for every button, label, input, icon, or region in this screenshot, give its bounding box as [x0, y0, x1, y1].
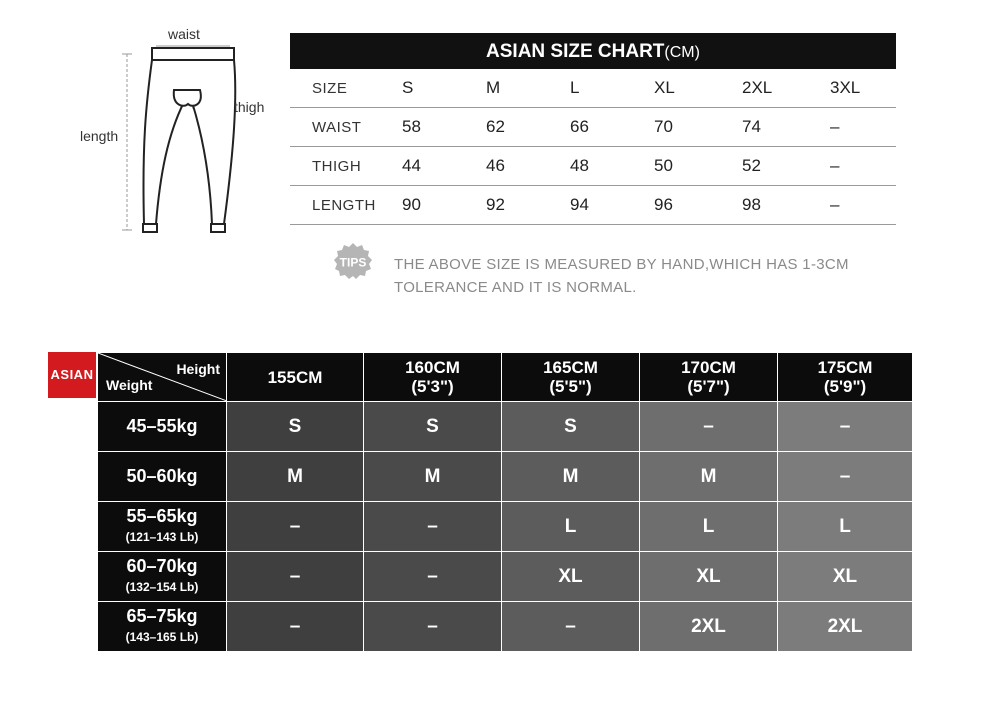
fit-table-header — [98, 353, 913, 402]
height-ft: (5'9") — [823, 377, 867, 396]
height-column-header — [364, 353, 502, 402]
tips-text — [394, 253, 914, 299]
size-chart-cell: M — [486, 78, 501, 97]
size-chart-title-bar — [290, 33, 896, 69]
fit-size-cell: M — [502, 452, 640, 502]
fit-size-cell: M — [227, 452, 364, 502]
length-label: length — [80, 128, 119, 144]
fit-size-cell: 2XL — [778, 602, 913, 652]
size-chart-cell: 46 — [486, 156, 505, 175]
fit-size-cell: L — [640, 502, 778, 552]
height-ft: (5'3") — [411, 377, 454, 396]
height-cm: 155CM — [267, 367, 323, 387]
size-chart-cell: 2XL — [742, 78, 773, 97]
size-chart-cell: 90 — [402, 195, 421, 214]
fit-table-row — [98, 402, 913, 452]
height-column-header — [502, 353, 640, 402]
fit-size-cell: – — [227, 602, 364, 652]
thigh-label: thigh — [234, 99, 265, 115]
size-chart-title: ASIAN SIZE CHART — [486, 41, 665, 62]
weight-row-label — [98, 502, 227, 552]
fit-size-cell: M — [640, 452, 778, 502]
fit-size-cell: – — [364, 552, 502, 602]
weight-kg: 55–65kg — [126, 505, 198, 526]
size-chart-cell: 58 — [402, 117, 421, 136]
fit-size-cell: M — [364, 452, 502, 502]
fit-size-cell: XL — [778, 552, 913, 602]
tips-badge — [333, 242, 373, 282]
weight-lb: (143–165 Lb) — [125, 629, 199, 644]
waist-label: waist — [168, 26, 200, 42]
size-chart-cell: – — [830, 117, 840, 136]
height-ft: (5'7") — [687, 377, 730, 396]
fit-size-cell: XL — [502, 552, 640, 602]
size-chart-row — [290, 108, 896, 147]
weight-kg: 65–75kg — [126, 605, 198, 626]
fit-size-cell: – — [364, 502, 502, 552]
size-chart-cell: 70 — [654, 117, 673, 136]
fit-table — [97, 352, 913, 652]
fit-size-cell: S — [227, 402, 364, 452]
tips-badge-text: TIPS — [339, 255, 367, 270]
size-chart-cell: 44 — [402, 156, 421, 175]
size-chart-unit: (CM) — [664, 44, 700, 61]
fit-size-cell: – — [227, 552, 364, 602]
size-chart-cell: 66 — [570, 117, 589, 136]
fit-size-cell: – — [227, 502, 364, 552]
size-chart-cell: 62 — [486, 117, 505, 136]
asian-size-chart — [290, 33, 896, 225]
pants-diagram — [72, 24, 282, 244]
tips-line-1: THE ABOVE SIZE IS MEASURED BY HAND,WHICH HAS 1-3CM — [394, 256, 849, 273]
height-ft: (5'5") — [549, 377, 592, 396]
tips-badge-icon — [333, 242, 373, 282]
weight-axis-label: Weight — [106, 377, 153, 393]
tips-line-2: TOLERANCE AND IT IS NORMAL. — [394, 279, 637, 296]
fit-size-cell: L — [778, 502, 913, 552]
weight-row-label — [98, 552, 227, 602]
fit-size-cell: 2XL — [640, 602, 778, 652]
fit-size-cell: – — [364, 602, 502, 652]
size-chart-cell: – — [830, 195, 840, 214]
size-chart-row-label: SIZE — [312, 79, 348, 97]
size-chart-cell: 48 — [570, 156, 589, 175]
size-chart-cell: 3XL — [830, 78, 861, 97]
weight-row-label — [98, 602, 227, 652]
weight-kg: 60–70kg — [126, 555, 198, 576]
height-axis-label: Height — [176, 361, 220, 377]
size-chart-cell: 52 — [742, 156, 761, 175]
size-chart-cell: L — [570, 78, 580, 97]
fit-size-cell: – — [502, 602, 640, 652]
fit-size-cell: – — [778, 402, 913, 452]
size-chart-cell: XL — [654, 78, 675, 97]
size-chart-cell: – — [830, 156, 840, 175]
height-cm: 170CM — [681, 358, 736, 377]
height-cm: 165CM — [543, 358, 598, 377]
fit-table-row — [98, 452, 913, 502]
asian-tag: ASIAN — [48, 352, 96, 398]
fit-table-row — [98, 602, 913, 652]
height-column-header — [640, 353, 778, 402]
weight-row-label — [98, 402, 227, 452]
size-chart-cell: S — [402, 78, 414, 97]
size-chart-row — [290, 147, 896, 186]
fit-size-cell: L — [502, 502, 640, 552]
fit-table-corner — [98, 353, 227, 402]
weight-row-label — [98, 452, 227, 502]
size-chart-cell: 92 — [486, 195, 505, 214]
size-chart-cell: 50 — [654, 156, 673, 175]
weight-kg: 50–60kg — [126, 466, 198, 486]
size-chart-row-label: THIGH — [312, 157, 362, 175]
size-chart-row-label: WAIST — [312, 118, 362, 136]
size-chart-cell: 74 — [742, 117, 761, 136]
weight-lb: (132–154 Lb) — [125, 579, 199, 594]
height-cm: 160CM — [405, 358, 460, 377]
weight-kg: 45–55kg — [126, 416, 198, 436]
size-chart-row-label: LENGTH — [312, 196, 376, 214]
height-cm: 175CM — [817, 358, 873, 377]
fit-size-cell: – — [640, 402, 778, 452]
size-chart-cell: 94 — [570, 195, 589, 214]
fit-table-row — [98, 502, 913, 552]
height-column-header — [778, 353, 913, 402]
height-column-header — [227, 353, 364, 402]
fit-size-cell: S — [502, 402, 640, 452]
size-chart-cell: 96 — [654, 195, 673, 214]
fit-size-cell: XL — [640, 552, 778, 602]
fit-size-cell: – — [778, 452, 913, 502]
weight-lb: (121–143 Lb) — [125, 529, 199, 544]
size-chart-row — [290, 186, 896, 225]
size-chart-row — [290, 69, 896, 108]
size-chart-cell: 98 — [742, 195, 761, 214]
fit-size-cell: S — [364, 402, 502, 452]
fit-table-row — [98, 552, 913, 602]
